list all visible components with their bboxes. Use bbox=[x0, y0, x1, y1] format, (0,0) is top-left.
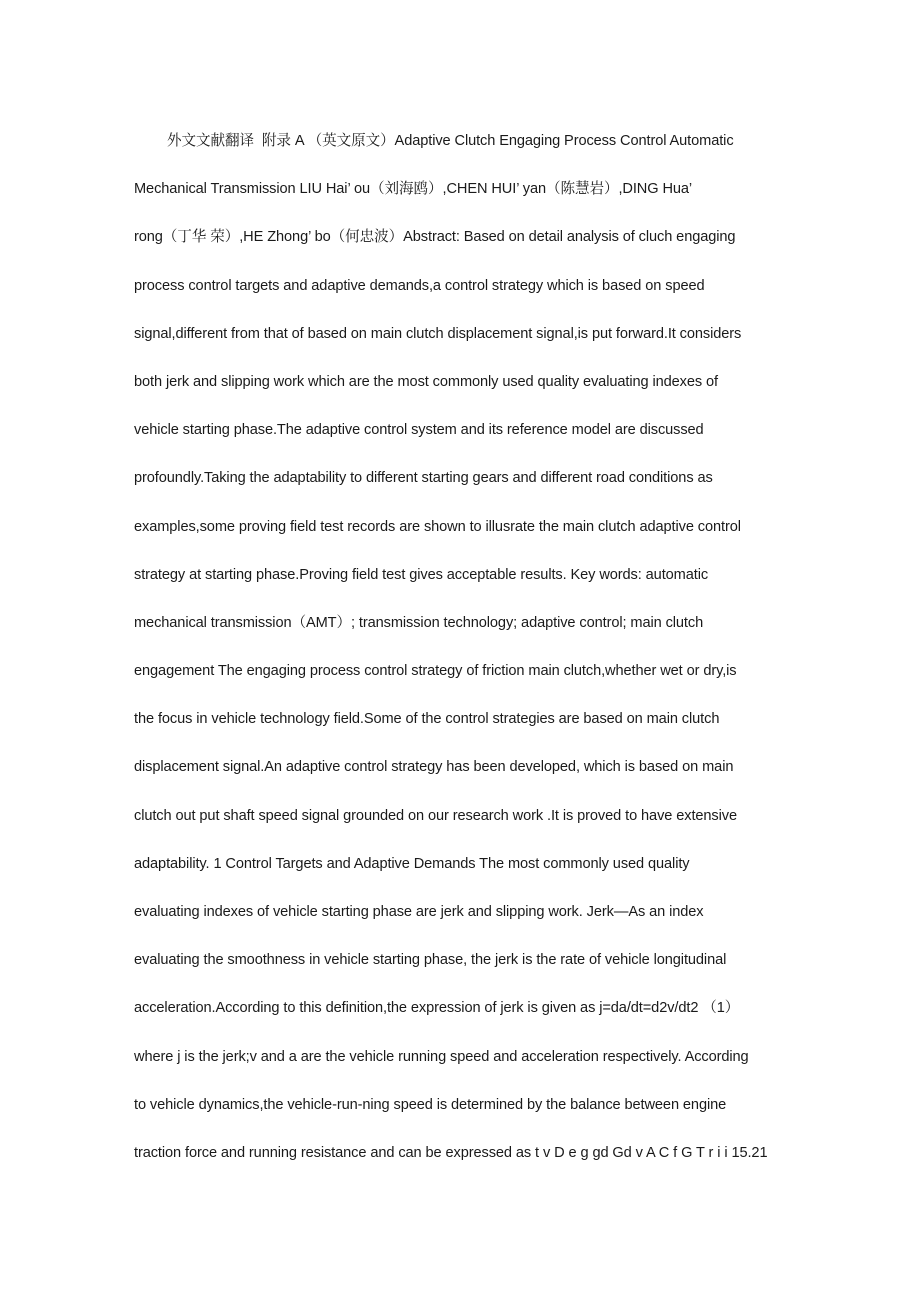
text-line-6: both jerk and slipping work which are the most commonly used quality evaluating indexes of bbox=[134, 373, 718, 390]
text-line-22: traction force and running resistance and can be expressed as t v D e g gd Gd v A C f G T r i i 15.21 bbox=[134, 1144, 768, 1161]
text-line-10: strategy at starting phase.Proving field test gives acceptable results. Key words: automatic bbox=[134, 566, 709, 583]
text-line-5: signal,different from that of based on main clutch displacement signal,is put forward.It considers bbox=[134, 325, 742, 342]
text-line-18: evaluating the smoothness in vehicle starting phase, the jerk is the rate of vehicle longitudinal bbox=[134, 952, 727, 969]
text-line-11: mechanical transmission（AMT）; transmission technology; adaptive control; main clutch bbox=[134, 614, 704, 631]
text-line-15: clutch out put shaft speed signal grounded on our research work .It is proved to have extensive bbox=[134, 807, 737, 824]
body-text bbox=[134, 117, 794, 1177]
text-line-1: 外文文献翻译 附录 A （英文原文）Adaptive Clutch Engaging Process Control Automatic bbox=[167, 133, 734, 149]
text-line-4: process control targets and adaptive demands,a control strategy which is based on speed bbox=[134, 277, 705, 294]
text-line-7: vehicle starting phase.The adaptive control system and its reference model are discussed bbox=[134, 422, 704, 439]
text-line-21: to vehicle dynamics,the vehicle-run-ning speed is determined by the balance between engine bbox=[134, 1096, 727, 1113]
text-line-12: engagement The engaging process control strategy of friction main clutch,whether wet or dry,is bbox=[134, 663, 737, 680]
text-line-13: the focus in vehicle technology field.Some of the control strategies are based on main clutch bbox=[134, 711, 720, 728]
text-line-3: rong（丁华 荣）,HE Zhong’ bo（何忠波）Abstract: Based on detail analysis of cluch engaging bbox=[134, 229, 736, 246]
text-line-16: adaptability. 1 Control Targets and Adaptive Demands The most commonly used quality bbox=[134, 855, 690, 872]
text-line-9: examples,some proving field test records are shown to illusrate the main clutch adaptive control bbox=[134, 518, 741, 535]
text-line-19: acceleration.According to this definition,the expression of jerk is given as j=da/dt=d2v/dt2 （1） bbox=[134, 1000, 740, 1017]
text-line-14: displacement signal.An adaptive control strategy has been developed, which is based on main bbox=[134, 759, 734, 776]
text-line-17: evaluating indexes of vehicle starting phase are jerk and slipping work. Jerk—As an index bbox=[134, 904, 704, 920]
text-line-2: Mechanical Transmission LIU Hai’ ou（刘海鸥）,CHEN HUI’ yan（陈慧岩）,DING Hua’ bbox=[134, 181, 693, 198]
text-line-8: profoundly.Taking the adaptability to different starting gears and different road conditions as bbox=[134, 470, 713, 487]
text-line-20: where j is the jerk;v and a are the vehicle running speed and acceleration respectively. According bbox=[134, 1048, 749, 1065]
